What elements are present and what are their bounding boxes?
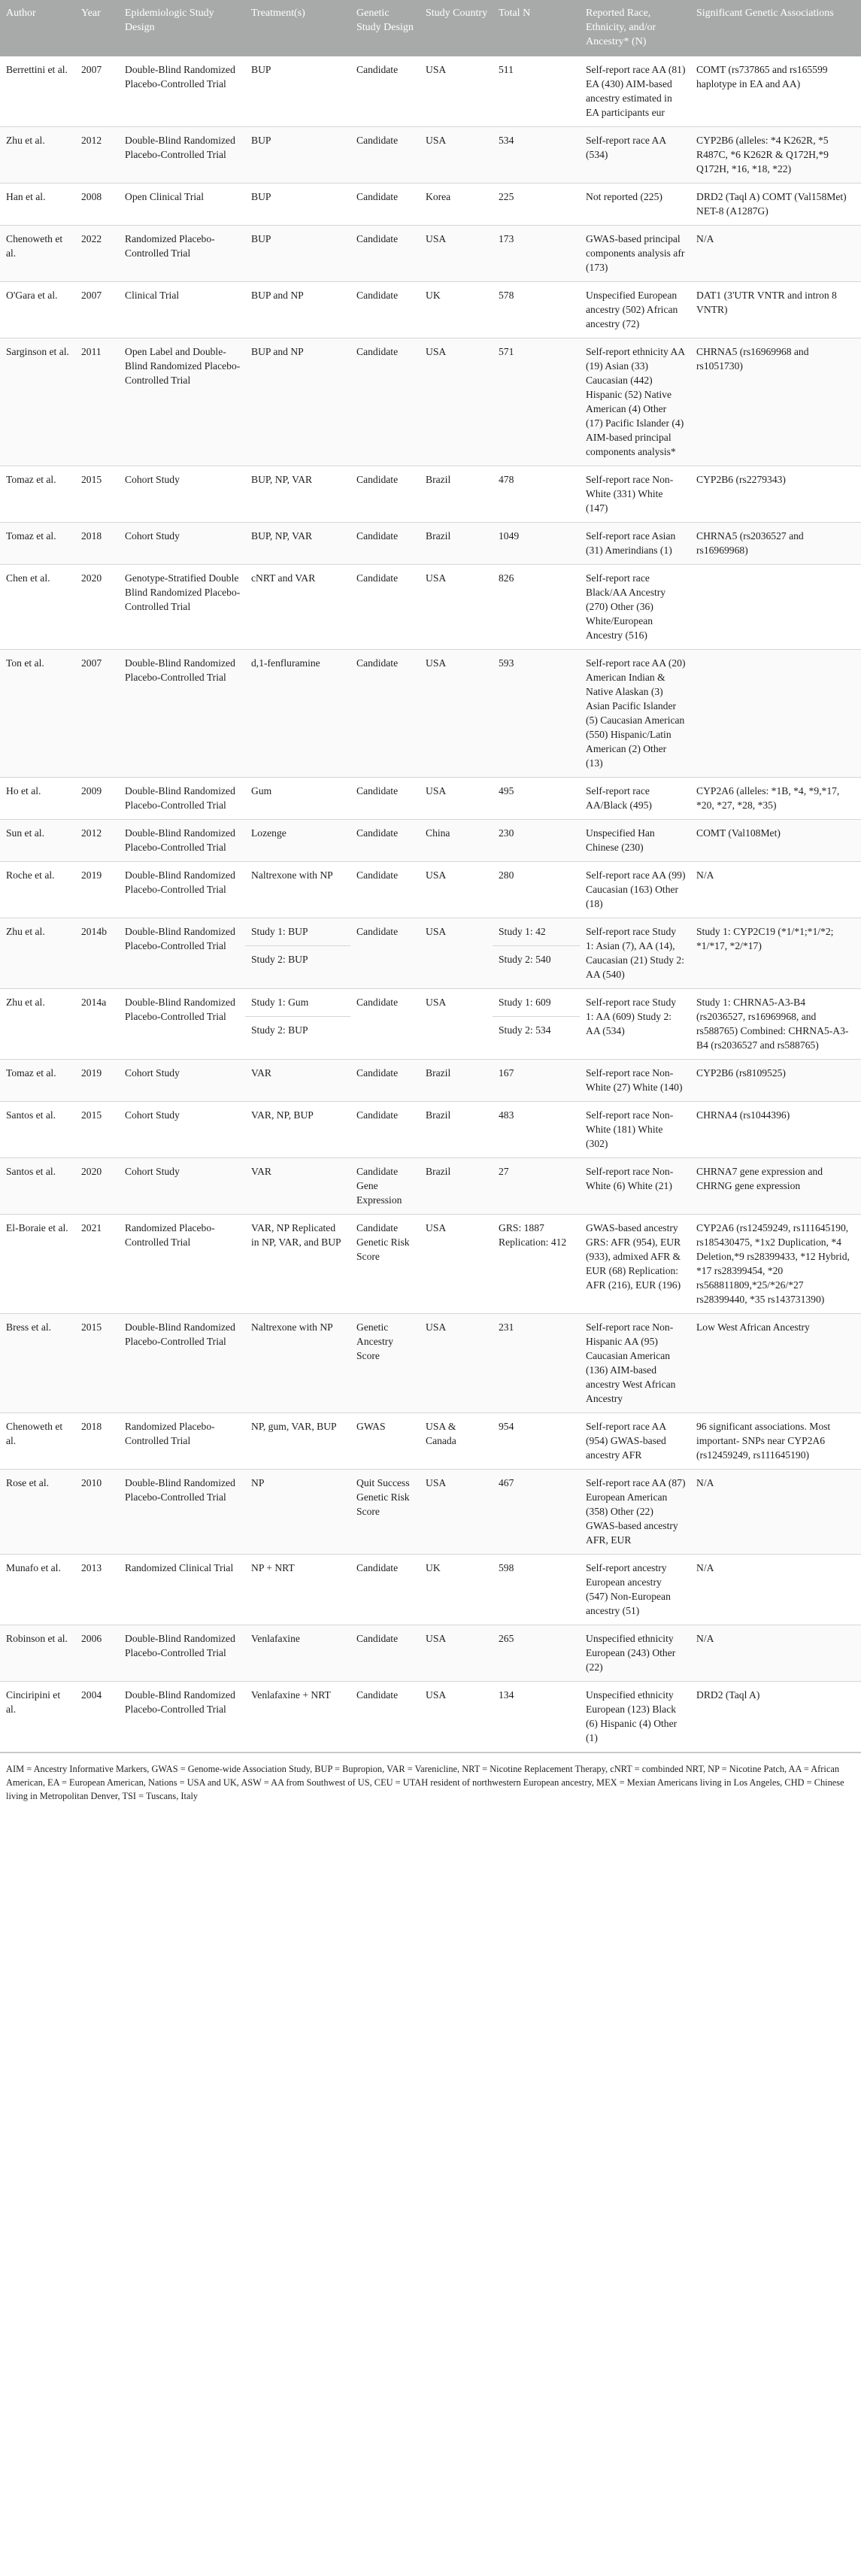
cell-design: Open Label and Double- Blind Randomized Placebo-Controlled Trial xyxy=(119,338,245,466)
cell-author: O'Gara et al. xyxy=(0,282,75,338)
cell-country: USA xyxy=(420,862,493,918)
cell-author: El-Boraie et al. xyxy=(0,1215,75,1314)
cell-design: Randomized Placebo-Controlled Trial xyxy=(119,1215,245,1314)
cell-year: 2007 xyxy=(75,282,119,338)
cell-genetic: Candidate xyxy=(350,1060,420,1102)
cell-author: Zhu et al. xyxy=(0,127,75,184)
cell-assoc xyxy=(690,650,861,778)
cell-treatment: BUP and NP xyxy=(245,338,350,466)
cell-treatment: NP xyxy=(245,1470,350,1555)
cell-n: 593 xyxy=(493,650,580,778)
cell-design: Genotype-Stratified Double Blind Randomized Placebo-Controlled Trial xyxy=(119,565,245,650)
cell-treatment: Lozenge xyxy=(245,820,350,862)
table-row xyxy=(0,338,861,466)
cell-race: Unspecified European ancestry (502) African ancestry (72) xyxy=(580,282,690,338)
cell-author: Robinson et al. xyxy=(0,1625,75,1682)
cell-n: 483 xyxy=(493,1102,580,1158)
cell-n-part: Study 2: 540 xyxy=(493,945,580,973)
cell-genetic: Candidate Genetic Risk Score xyxy=(350,1215,420,1314)
table-row xyxy=(0,565,861,650)
cell-country: China xyxy=(420,820,493,862)
cell-country: UK xyxy=(420,1555,493,1625)
cell-n: 467 xyxy=(493,1470,580,1555)
cell-country: USA xyxy=(420,565,493,650)
cell-genetic: Candidate xyxy=(350,918,420,989)
cell-author: Santos et al. xyxy=(0,1158,75,1215)
cell-treatment: VAR, NP, BUP xyxy=(245,1102,350,1158)
column-header: Genetic Study Design xyxy=(350,0,420,56)
cell-design: Double-Blind Randomized Placebo-Controlled Trial xyxy=(119,650,245,778)
cell-treatment: BUP xyxy=(245,127,350,184)
cell-year: 2019 xyxy=(75,1060,119,1102)
cell-treatment: VAR, NP Replicated in NP, VAR, and BUP xyxy=(245,1215,350,1314)
cell-country: USA xyxy=(420,650,493,778)
cell-genetic: Candidate xyxy=(350,523,420,565)
cell-year: 2014b xyxy=(75,918,119,989)
cell-country: Korea xyxy=(420,184,493,226)
cell-race: Self-report race AA (534) xyxy=(580,127,690,184)
table-row xyxy=(0,1625,861,1682)
cell-year: 2004 xyxy=(75,1682,119,1752)
cell-race: Self-report race Study 1: AA (609) Study 2: AA (534) xyxy=(580,989,690,1060)
cell-race: Unspecified ethnicity European (123) Black (6) Hispanic (4) Other (1) xyxy=(580,1682,690,1752)
table-row xyxy=(0,282,861,338)
cell-race: Self-report race Black/AA Ancestry (270) Other (36) White/European Ancestry (516) xyxy=(580,565,690,650)
cell-country: USA xyxy=(420,989,493,1060)
column-header: Treatment(s) xyxy=(245,0,350,56)
cell-design: Double-Blind Randomized Placebo-Controlled Trial xyxy=(119,989,245,1060)
cell-treatment: Gum xyxy=(245,778,350,820)
cell-year: 2020 xyxy=(75,1158,119,1215)
cell-author: Munafo et al. xyxy=(0,1555,75,1625)
cell-race: Self-report race AA (954) GWAS-based ancestry AFR xyxy=(580,1413,690,1470)
cell-design: Double-Blind Randomized Placebo-Controlled Trial xyxy=(119,1625,245,1682)
cell-assoc: N/A xyxy=(690,862,861,918)
cell-n: 598 xyxy=(493,1555,580,1625)
cell-treatment xyxy=(245,918,350,989)
cell-assoc: CHRNA5 (rs2036527 and rs16969968) xyxy=(690,523,861,565)
table-row xyxy=(0,1215,861,1314)
cell-country: Brazil xyxy=(420,1060,493,1102)
cell-treatment: BUP and NP xyxy=(245,282,350,338)
cell-n: 173 xyxy=(493,226,580,282)
cell-treatment: NP + NRT xyxy=(245,1555,350,1625)
cell-year: 2014a xyxy=(75,989,119,1060)
cell-treatment: VAR xyxy=(245,1158,350,1215)
cell-genetic: Candidate xyxy=(350,282,420,338)
cell-design: Open Clinical Trial xyxy=(119,184,245,226)
cell-genetic: Candidate xyxy=(350,56,420,127)
cell-genetic: Candidate Gene Expression xyxy=(350,1158,420,1215)
cell-author: Ho et al. xyxy=(0,778,75,820)
cell-n: 826 xyxy=(493,565,580,650)
column-header: Study Country xyxy=(420,0,493,56)
cell-race: Self-report race Study 1: Asian (7), AA (14), Caucasian (21) Study 2: AA (540) xyxy=(580,918,690,989)
cell-n: 134 xyxy=(493,1682,580,1752)
table-row xyxy=(0,1158,861,1215)
cell-author: Zhu et al. xyxy=(0,918,75,989)
cell-country: USA xyxy=(420,1625,493,1682)
cell-genetic: Candidate xyxy=(350,565,420,650)
cell-treatment: VAR xyxy=(245,1060,350,1102)
cell-n: 27 xyxy=(493,1158,580,1215)
cell-assoc: Study 1: CYP2C19 (*1/*1;*1/*2; *1/*17, *2/*17) xyxy=(690,918,861,989)
cell-country: USA xyxy=(420,226,493,282)
cell-country: USA xyxy=(420,1470,493,1555)
cell-author: Roche et al. xyxy=(0,862,75,918)
cell-treatment: BUP xyxy=(245,56,350,127)
cell-year: 2015 xyxy=(75,1102,119,1158)
cell-assoc: DAT1 (3'UTR VNTR and intron 8 VNTR) xyxy=(690,282,861,338)
cell-design: Double-Blind Randomized Placebo-Controlled Trial xyxy=(119,127,245,184)
cell-design: Double-Blind Randomized Placebo-Controlled Trial xyxy=(119,778,245,820)
cell-year: 2008 xyxy=(75,184,119,226)
cell-genetic: Candidate xyxy=(350,466,420,523)
table-row xyxy=(0,1102,861,1158)
cell-race: Self-report ethnicity AA (19) Asian (33) Caucasian (442) Hispanic (52) Native American (4) Other (17) Pacific Islander (4) AIM-based principal components analysis* xyxy=(580,338,690,466)
cell-race: Self-report race Non-White (331) White (147) xyxy=(580,466,690,523)
cell-assoc: DRD2 (Taql A) COMT (Val158Met) NET-8 (A1287G) xyxy=(690,184,861,226)
cell-year: 2011 xyxy=(75,338,119,466)
table-body xyxy=(0,56,861,1752)
cell-n: 231 xyxy=(493,1314,580,1413)
cell-year: 2013 xyxy=(75,1555,119,1625)
cell-race: Self-report race Asian (31) Amerindians (1) xyxy=(580,523,690,565)
cell-author: Rose et al. xyxy=(0,1470,75,1555)
table-row xyxy=(0,778,861,820)
cell-year: 2021 xyxy=(75,1215,119,1314)
cell-treatment-part: Study 1: Gum xyxy=(251,997,309,1008)
cell-country: USA xyxy=(420,56,493,127)
cell-year: 2007 xyxy=(75,56,119,127)
cell-assoc: COMT (Val108Met) xyxy=(690,820,861,862)
cell-treatment: Naltrexone with NP xyxy=(245,1314,350,1413)
cell-author: Chen et al. xyxy=(0,565,75,650)
cell-author: Tomaz et al. xyxy=(0,523,75,565)
cell-genetic: Quit Success Genetic Risk Score xyxy=(350,1470,420,1555)
cell-assoc xyxy=(690,565,861,650)
cell-design: Double-Blind Randomized Placebo-Controlled Trial xyxy=(119,1470,245,1555)
cell-design: Cohort Study xyxy=(119,466,245,523)
cell-author: Cinciripini et al. xyxy=(0,1682,75,1752)
cell-treatment: BUP xyxy=(245,226,350,282)
cell-genetic: Candidate xyxy=(350,1102,420,1158)
cell-country: Brazil xyxy=(420,523,493,565)
table-row xyxy=(0,862,861,918)
column-header: Significant Genetic Associations xyxy=(690,0,861,56)
table-footnote: AIM = Ancestry Informative Markers, GWAS = Genome-wide Association Study, BUP = Bupropion, VAR = Varenicline, NRT = Nicotine Replacement Therapy, cNRT = combinded NRT, NP = Nicotine Patch, AA = African American, EA = European American, Nations = USA and UK, ASW = AA from Southwest of US, CEU = UTAH resident of northwestern European ancestry, MEX = Mexian Americans living in Los Angeles, CHD = Chinese living in Metropolitan Denver, TSI = Tuscans, Italy xyxy=(0,1752,861,1813)
cell-n: GRS: 1887 Replication: 412 xyxy=(493,1215,580,1314)
cell-n: 230 xyxy=(493,820,580,862)
cell-assoc: CHRNA7 gene expression and CHRNG gene expression xyxy=(690,1158,861,1215)
cell-year: 2018 xyxy=(75,523,119,565)
table-row xyxy=(0,226,861,282)
cell-country: USA xyxy=(420,338,493,466)
cell-assoc: COMT (rs737865 and rs165599 haplotype in EA and AA) xyxy=(690,56,861,127)
table-row xyxy=(0,1555,861,1625)
table-row xyxy=(0,127,861,184)
cell-treatment-part: Study 2: BUP xyxy=(245,945,350,973)
cell-design: Cohort Study xyxy=(119,523,245,565)
cell-n: 495 xyxy=(493,778,580,820)
column-header: Author xyxy=(0,0,75,56)
table-row xyxy=(0,1682,861,1752)
cell-year: 2018 xyxy=(75,1413,119,1470)
cell-assoc: 96 significant associations. Most important- SNPs near CYP2A6 (rs12459249, rs111645190) xyxy=(690,1413,861,1470)
cell-n: 1049 xyxy=(493,523,580,565)
cell-year: 2020 xyxy=(75,565,119,650)
cell-n-part: Study 1: 609 xyxy=(499,997,551,1008)
cell-genetic: Candidate xyxy=(350,1555,420,1625)
cell-year: 2009 xyxy=(75,778,119,820)
cell-genetic: Candidate xyxy=(350,338,420,466)
cell-race: Self-report race Non-White (6) White (21) xyxy=(580,1158,690,1215)
cell-genetic: Candidate xyxy=(350,127,420,184)
cell-treatment: Naltrexone with NP xyxy=(245,862,350,918)
cell-author: Sun et al. xyxy=(0,820,75,862)
cell-treatment-part: Study 1: BUP xyxy=(251,926,308,937)
cell-country: USA xyxy=(420,778,493,820)
cell-race: Self-report race AA (99) Caucasian (163) Other (18) xyxy=(580,862,690,918)
cell-assoc: CYP2B6 (rs2279343) xyxy=(690,466,861,523)
cell-design: Randomized Placebo-Controlled Trial xyxy=(119,226,245,282)
cell-n: 478 xyxy=(493,466,580,523)
cell-assoc: CYP2A6 (rs12459249, rs111645190, rs185430475, *1x2 Duplication, *4 Deletion,*9 rs28399433, *12 Hybrid, *17 rs28399454, *20 rs568811809,*25/*26/*27 rs28399440, *35 rs143731390) xyxy=(690,1215,861,1314)
table-row xyxy=(0,1470,861,1555)
cell-race: Self-report ancestry European ancestry (547) Non-European ancestry (51) xyxy=(580,1555,690,1625)
cell-year: 2022 xyxy=(75,226,119,282)
table-row xyxy=(0,1060,861,1102)
cell-genetic: Candidate xyxy=(350,862,420,918)
cell-country: Brazil xyxy=(420,1102,493,1158)
cell-design: Cohort Study xyxy=(119,1060,245,1102)
column-header: Total N xyxy=(493,0,580,56)
cell-author: Han et al. xyxy=(0,184,75,226)
cell-race: Self-report race AA (20) American Indian & Native Alaskan (3) Asian Pacific Islander (5) Caucasian American (550) Hispanic/Latin American (2) Other (13) xyxy=(580,650,690,778)
cell-design: Cohort Study xyxy=(119,1102,245,1158)
cell-year: 2006 xyxy=(75,1625,119,1682)
cell-assoc: CHRNA5 (rs16969968 and rs1051730) xyxy=(690,338,861,466)
cell-race: Unspecified Han Chinese (230) xyxy=(580,820,690,862)
table-row xyxy=(0,650,861,778)
column-header: Reported Race, Ethnicity, and/or Ancestry* (N) xyxy=(580,0,690,56)
cell-author: Santos et al. xyxy=(0,1102,75,1158)
cell-race: Not reported (225) xyxy=(580,184,690,226)
cell-genetic: Candidate xyxy=(350,1682,420,1752)
cell-year: 2012 xyxy=(75,127,119,184)
cell-genetic: Candidate xyxy=(350,650,420,778)
cell-n-part: Study 2: 534 xyxy=(493,1016,580,1044)
cell-treatment: Venlafaxine + NRT xyxy=(245,1682,350,1752)
cell-race: Unspecified ethnicity European (243) Other (22) xyxy=(580,1625,690,1682)
cell-race: Self-report race AA (87) European American (358) Other (22) GWAS-based ancestry AFR, EUR xyxy=(580,1470,690,1555)
cell-race: Self-report race Non-White (181) White (302) xyxy=(580,1102,690,1158)
cell-treatment: BUP, NP, VAR xyxy=(245,466,350,523)
table-row xyxy=(0,1314,861,1413)
cell-country: USA xyxy=(420,1682,493,1752)
cell-genetic: GWAS xyxy=(350,1413,420,1470)
cell-assoc: N/A xyxy=(690,1625,861,1682)
table-row xyxy=(0,989,861,1060)
cell-genetic: Candidate xyxy=(350,820,420,862)
cell-year: 2007 xyxy=(75,650,119,778)
cell-design: Randomized Placebo-Controlled Trial xyxy=(119,1413,245,1470)
cell-n: 265 xyxy=(493,1625,580,1682)
cell-author: Sarginson et al. xyxy=(0,338,75,466)
cell-author: Tomaz et al. xyxy=(0,466,75,523)
column-header: Year xyxy=(75,0,119,56)
table-row xyxy=(0,820,861,862)
cell-treatment: BUP xyxy=(245,184,350,226)
cell-n xyxy=(493,989,580,1060)
cell-treatment: Venlafaxine xyxy=(245,1625,350,1682)
cell-author: Tomaz et al. xyxy=(0,1060,75,1102)
cell-year: 2015 xyxy=(75,466,119,523)
table-row xyxy=(0,523,861,565)
cell-country: Brazil xyxy=(420,1158,493,1215)
cell-n: 954 xyxy=(493,1413,580,1470)
table-row xyxy=(0,1413,861,1470)
cell-assoc: CYP2B6 (alleles: *4 K262R, *5 R487C, *6 K262R & Q172H,*9 Q172H, *16, *18, *22) xyxy=(690,127,861,184)
cell-year: 2012 xyxy=(75,820,119,862)
cell-n: 167 xyxy=(493,1060,580,1102)
table-row xyxy=(0,56,861,127)
cell-country: USA xyxy=(420,1314,493,1413)
cell-author: Ton et al. xyxy=(0,650,75,778)
cell-n: 571 xyxy=(493,338,580,466)
cell-n: 280 xyxy=(493,862,580,918)
cell-design: Randomized Clinical Trial xyxy=(119,1555,245,1625)
cell-n: 225 xyxy=(493,184,580,226)
cell-design: Double-Blind Randomized Placebo-Controlled Trial xyxy=(119,862,245,918)
cell-genetic: Candidate xyxy=(350,1625,420,1682)
cell-assoc: N/A xyxy=(690,226,861,282)
cell-design: Double-Blind Randomized Placebo-Controlled Trial xyxy=(119,56,245,127)
cell-author: Bress et al. xyxy=(0,1314,75,1413)
cell-year: 2010 xyxy=(75,1470,119,1555)
cell-genetic: Candidate xyxy=(350,226,420,282)
cell-year: 2019 xyxy=(75,862,119,918)
cell-genetic: Candidate xyxy=(350,778,420,820)
header-row xyxy=(0,0,861,56)
cell-design: Double-Blind Randomized Placebo-Controlled Trial xyxy=(119,1682,245,1752)
cell-country: USA xyxy=(420,1215,493,1314)
cell-genetic: Candidate xyxy=(350,989,420,1060)
cell-assoc: CYP2A6 (alleles: *1B, *4, *9,*17, *20, *27, *28, *35) xyxy=(690,778,861,820)
cell-assoc: CYP2B6 (rs8109525) xyxy=(690,1060,861,1102)
column-header: Epidemiologic Study Design xyxy=(119,0,245,56)
cell-treatment: cNRT and VAR xyxy=(245,565,350,650)
cell-n: 534 xyxy=(493,127,580,184)
cell-year: 2015 xyxy=(75,1314,119,1413)
cell-assoc: N/A xyxy=(690,1470,861,1555)
cell-race: Self-report race Non-Hispanic AA (95) Caucasian American (136) AIM-based ancestry West African Ancestry xyxy=(580,1314,690,1413)
cell-treatment: NP, gum, VAR, BUP xyxy=(245,1413,350,1470)
cell-author: Chenoweth et al. xyxy=(0,1413,75,1470)
cell-n: 578 xyxy=(493,282,580,338)
cell-n-part: Study 1: 42 xyxy=(499,926,546,937)
cell-author: Berrettini et al. xyxy=(0,56,75,127)
cell-design: Double-Blind Randomized Placebo-Controlled Trial xyxy=(119,1314,245,1413)
cell-country: USA & Canada xyxy=(420,1413,493,1470)
cell-author: Zhu et al. xyxy=(0,989,75,1060)
cell-race: Self-report race Non-White (27) White (140) xyxy=(580,1060,690,1102)
cell-country: USA xyxy=(420,127,493,184)
cell-treatment: d,1-fenfluramine xyxy=(245,650,350,778)
cell-treatment-part: Study 2: BUP xyxy=(245,1016,350,1044)
cell-author: Chenoweth et al. xyxy=(0,226,75,282)
cell-race: GWAS-based ancestry GRS: AFR (954), EUR (933), admixed AFR & EUR (68) Replication: AFR (216), EUR (196) xyxy=(580,1215,690,1314)
cell-design: Cohort Study xyxy=(119,1158,245,1215)
cell-assoc: CHRNA4 (rs1044396) xyxy=(690,1102,861,1158)
table-row xyxy=(0,184,861,226)
cell-treatment xyxy=(245,989,350,1060)
cell-treatment: BUP, NP, VAR xyxy=(245,523,350,565)
cell-assoc: Study 1: CHRNA5-A3-B4 (rs2036527, rs16969968, and rs588765) Combined: CHRNA5-A3-B4 (rs2036527 and rs588765) xyxy=(690,989,861,1060)
cell-race: GWAS-based principal components analysis afr (173) xyxy=(580,226,690,282)
table-row xyxy=(0,466,861,523)
cell-race: Self-report race AA/Black (495) xyxy=(580,778,690,820)
table-row xyxy=(0,918,861,989)
cell-assoc: N/A xyxy=(690,1555,861,1625)
cell-assoc: Low West African Ancestry xyxy=(690,1314,861,1413)
cell-design: Clinical Trial xyxy=(119,282,245,338)
cell-country: USA xyxy=(420,918,493,989)
cell-assoc: DRD2 (Taql A) xyxy=(690,1682,861,1752)
cell-n: 511 xyxy=(493,56,580,127)
cell-country: Brazil xyxy=(420,466,493,523)
cell-genetic: Candidate xyxy=(350,184,420,226)
cell-design: Double-Blind Randomized Placebo-Controlled Trial xyxy=(119,820,245,862)
cell-race: Self-report race AA (81) EA (430) AIM-based ancestry estimated in EA participants eur xyxy=(580,56,690,127)
cell-genetic: Genetic Ancestry Score xyxy=(350,1314,420,1413)
cell-n xyxy=(493,918,580,989)
cell-design: Double-Blind Randomized Placebo-Controlled Trial xyxy=(119,918,245,989)
cell-country: UK xyxy=(420,282,493,338)
